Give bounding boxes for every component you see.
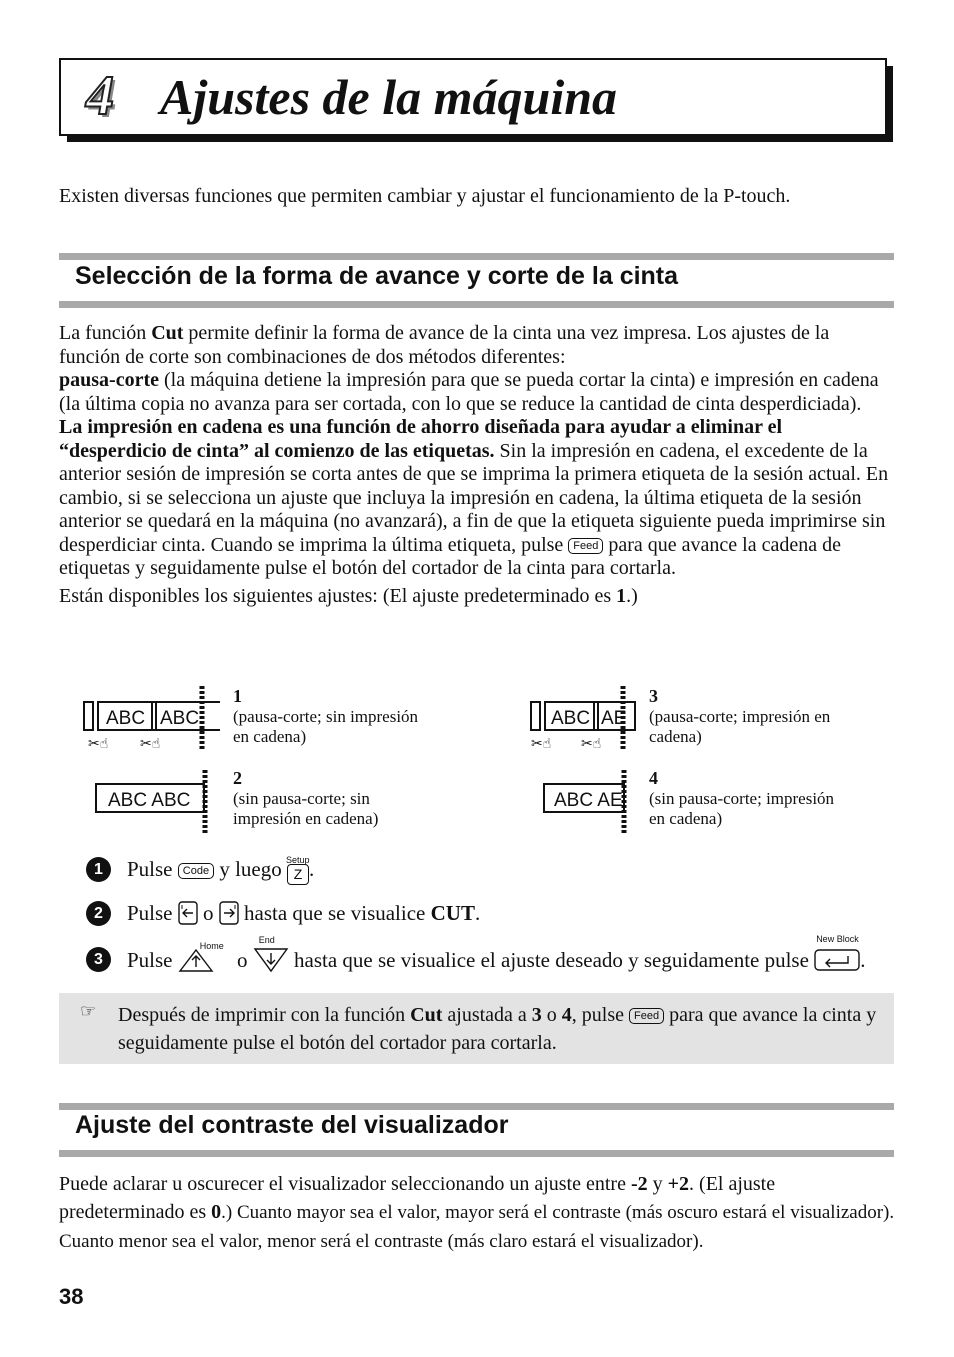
svg-text:✂☝: ✂☝: [140, 736, 161, 752]
svg-text:ABC: ABC: [160, 708, 200, 729]
setup-label: Setup: [285, 855, 310, 865]
option-3: [649, 686, 830, 747]
option-3-number: 3: [649, 686, 658, 706]
svg-text:AE: AE: [601, 708, 627, 729]
option-2-tape-icon: [92, 768, 217, 838]
chapter-title: Ajustes de la máquina: [160, 69, 618, 125]
option-2-number: 2: [233, 768, 242, 788]
down-key-icon: [253, 935, 289, 973]
option-4-desc-line2: en cadena): [649, 809, 723, 828]
step-1-badge: 1: [86, 857, 111, 882]
option-1-desc-line1: (pausa-corte; sin impresión: [233, 707, 419, 726]
z-key-icon: Setup Z: [287, 864, 309, 885]
paragraph-default: Están disponibles los siguientes ajustes: (El ajuste predeterminado es 1.): [59, 584, 638, 607]
step-2-text: Pulse o hasta que se visualice CUT.: [127, 901, 481, 925]
paragraph-pausa-corte: pausa-corte (la máquina detiene la impresión para que se pueda cortar la cinta) e impresión en cadena (la última copia no avanza para ser cortada, con lo que se reduce la cantidad de cinta desperdiciada).: [59, 369, 879, 415]
step-3-badge: 3: [86, 947, 111, 972]
step-1-text: Pulse Code y luego Setup Z .: [127, 857, 314, 885]
code-key-icon: Code: [178, 863, 214, 879]
section-bar-bottom: [59, 301, 894, 308]
paragraph-cut-intro: La función Cut permite definir la forma de avance de la cinta una vez impresa. Los ajustes de la función de corte son combinaciones de dos métodos diferentes:: [59, 322, 830, 368]
section2-bar-bottom: [59, 1150, 894, 1157]
svg-text:✂☝: ✂☝: [88, 736, 109, 752]
feed-key-icon: Feed: [629, 1008, 664, 1024]
svg-text:ABC AE: ABC AE: [554, 790, 623, 811]
svg-text:✂☝: ✂☝: [581, 736, 602, 752]
option-4: [649, 768, 834, 829]
step-2-badge: 2: [86, 901, 111, 926]
option-3-tape-icon: [527, 684, 637, 754]
enter-key-icon: [814, 934, 860, 973]
contrast-paragraph: Puede aclarar u oscurecer el visualizador seleccionando un ajuste entre -2 y +2. (El ajuste predeterminado es 0.) Cuanto mayor sea el valor, mayor será el contraste (más oscuro estará el visualizador). Cuanto menor sea el valor, menor será el contraste (más claro estará el visualizador).: [59, 1173, 895, 1252]
svg-text:ABC: ABC: [551, 708, 591, 729]
chapter-number: 4: [86, 65, 114, 127]
cut-display-text: CUT: [430, 901, 475, 925]
option-1-desc-line2: en cadena): [233, 727, 307, 746]
option-4-desc-line1: (sin pausa-corte; impresión: [649, 789, 835, 808]
option-3-desc-line1: (pausa-corte; impresión en: [649, 707, 831, 726]
section2-bar-top: [59, 1103, 894, 1110]
option-2: [233, 768, 378, 829]
page-number: 38: [59, 1284, 84, 1309]
cursor-right-key-icon: [219, 901, 239, 925]
feed-key-icon: Feed: [568, 538, 603, 554]
paragraph-chain-print: La impresión en cadena es una función de ahorro diseñada para ayudar a eliminar el “desperdicio de cinta” al comienzo de las etiquetas. Sin la impresión en cadena, el excedente de la anterior sesión de impresión se corta antes de que se imprima la primera etiqueta de la sesión actual. En cambio, si se selecciona un ajuste que incluya la impresión en cadena, la última etiqueta de la sesión anterior se quedará en la máquina (no avanzará), a fin de que la etiqueta siguiente pueda imprimirse sin desperdiciar cinta. Cuando se imprima la última etiqueta, pulse Feed para que avance la cadena de etiquetas y seguidamente pulse el botón del cortador de la cinta para cortarla.: [59, 416, 889, 579]
option-4-tape-icon: [540, 768, 635, 838]
option-1-number: 1: [233, 686, 242, 706]
section-bar-top: [59, 253, 894, 260]
option-1: [233, 686, 418, 747]
home-label: Home: [199, 941, 224, 951]
svg-text:ABC ABC: ABC ABC: [108, 790, 191, 811]
end-label: End: [258, 935, 275, 945]
option-1-tape-icon: [80, 684, 220, 754]
svg-text:✂☝: ✂☝: [531, 736, 552, 752]
note-text: Después de imprimir con la función Cut ajustada a 3 o 4, pulse Feed para que avance la cinta y seguidamente pulse el botón del cortador para cortarla.: [118, 1004, 877, 1054]
cut-term: Cut: [151, 322, 184, 344]
option-2-desc-line2: impresión en cadena): [233, 809, 379, 828]
intro-text: Existen diversas funciones que permiten cambiar y ajustar el funcionamiento de la P-touch.: [59, 185, 791, 207]
new-block-label: New Block: [816, 934, 859, 944]
section1-body: [59, 322, 894, 608]
svg-text:ABC: ABC: [106, 708, 146, 729]
option-3-desc-line2: cadena): [649, 727, 702, 746]
pausa-corte-term: pausa-corte: [59, 369, 159, 391]
section-title-contrast: Ajuste del contraste del visualizador: [75, 1111, 509, 1139]
section-title-cut: Selección de la forma de avance y corte de la cinta: [75, 262, 679, 290]
chain-print-highlight: La impresión en cadena es una función de ahorro diseñada para ayudar a eliminar el “desperdicio de cinta” al comienzo de las etiquetas.: [59, 416, 783, 462]
hand-pointer-icon: ☞: [80, 1001, 97, 1021]
cursor-left-key-icon: [178, 901, 198, 925]
up-key-icon: [178, 941, 224, 973]
step-3-text: Pulse Home o End hasta que se visualice el ajuste deseado y seguidamente pulse New Block .: [127, 934, 866, 972]
option-2-desc-line1: (sin pausa-corte; sin: [233, 789, 370, 808]
option-4-number: 4: [649, 768, 658, 788]
